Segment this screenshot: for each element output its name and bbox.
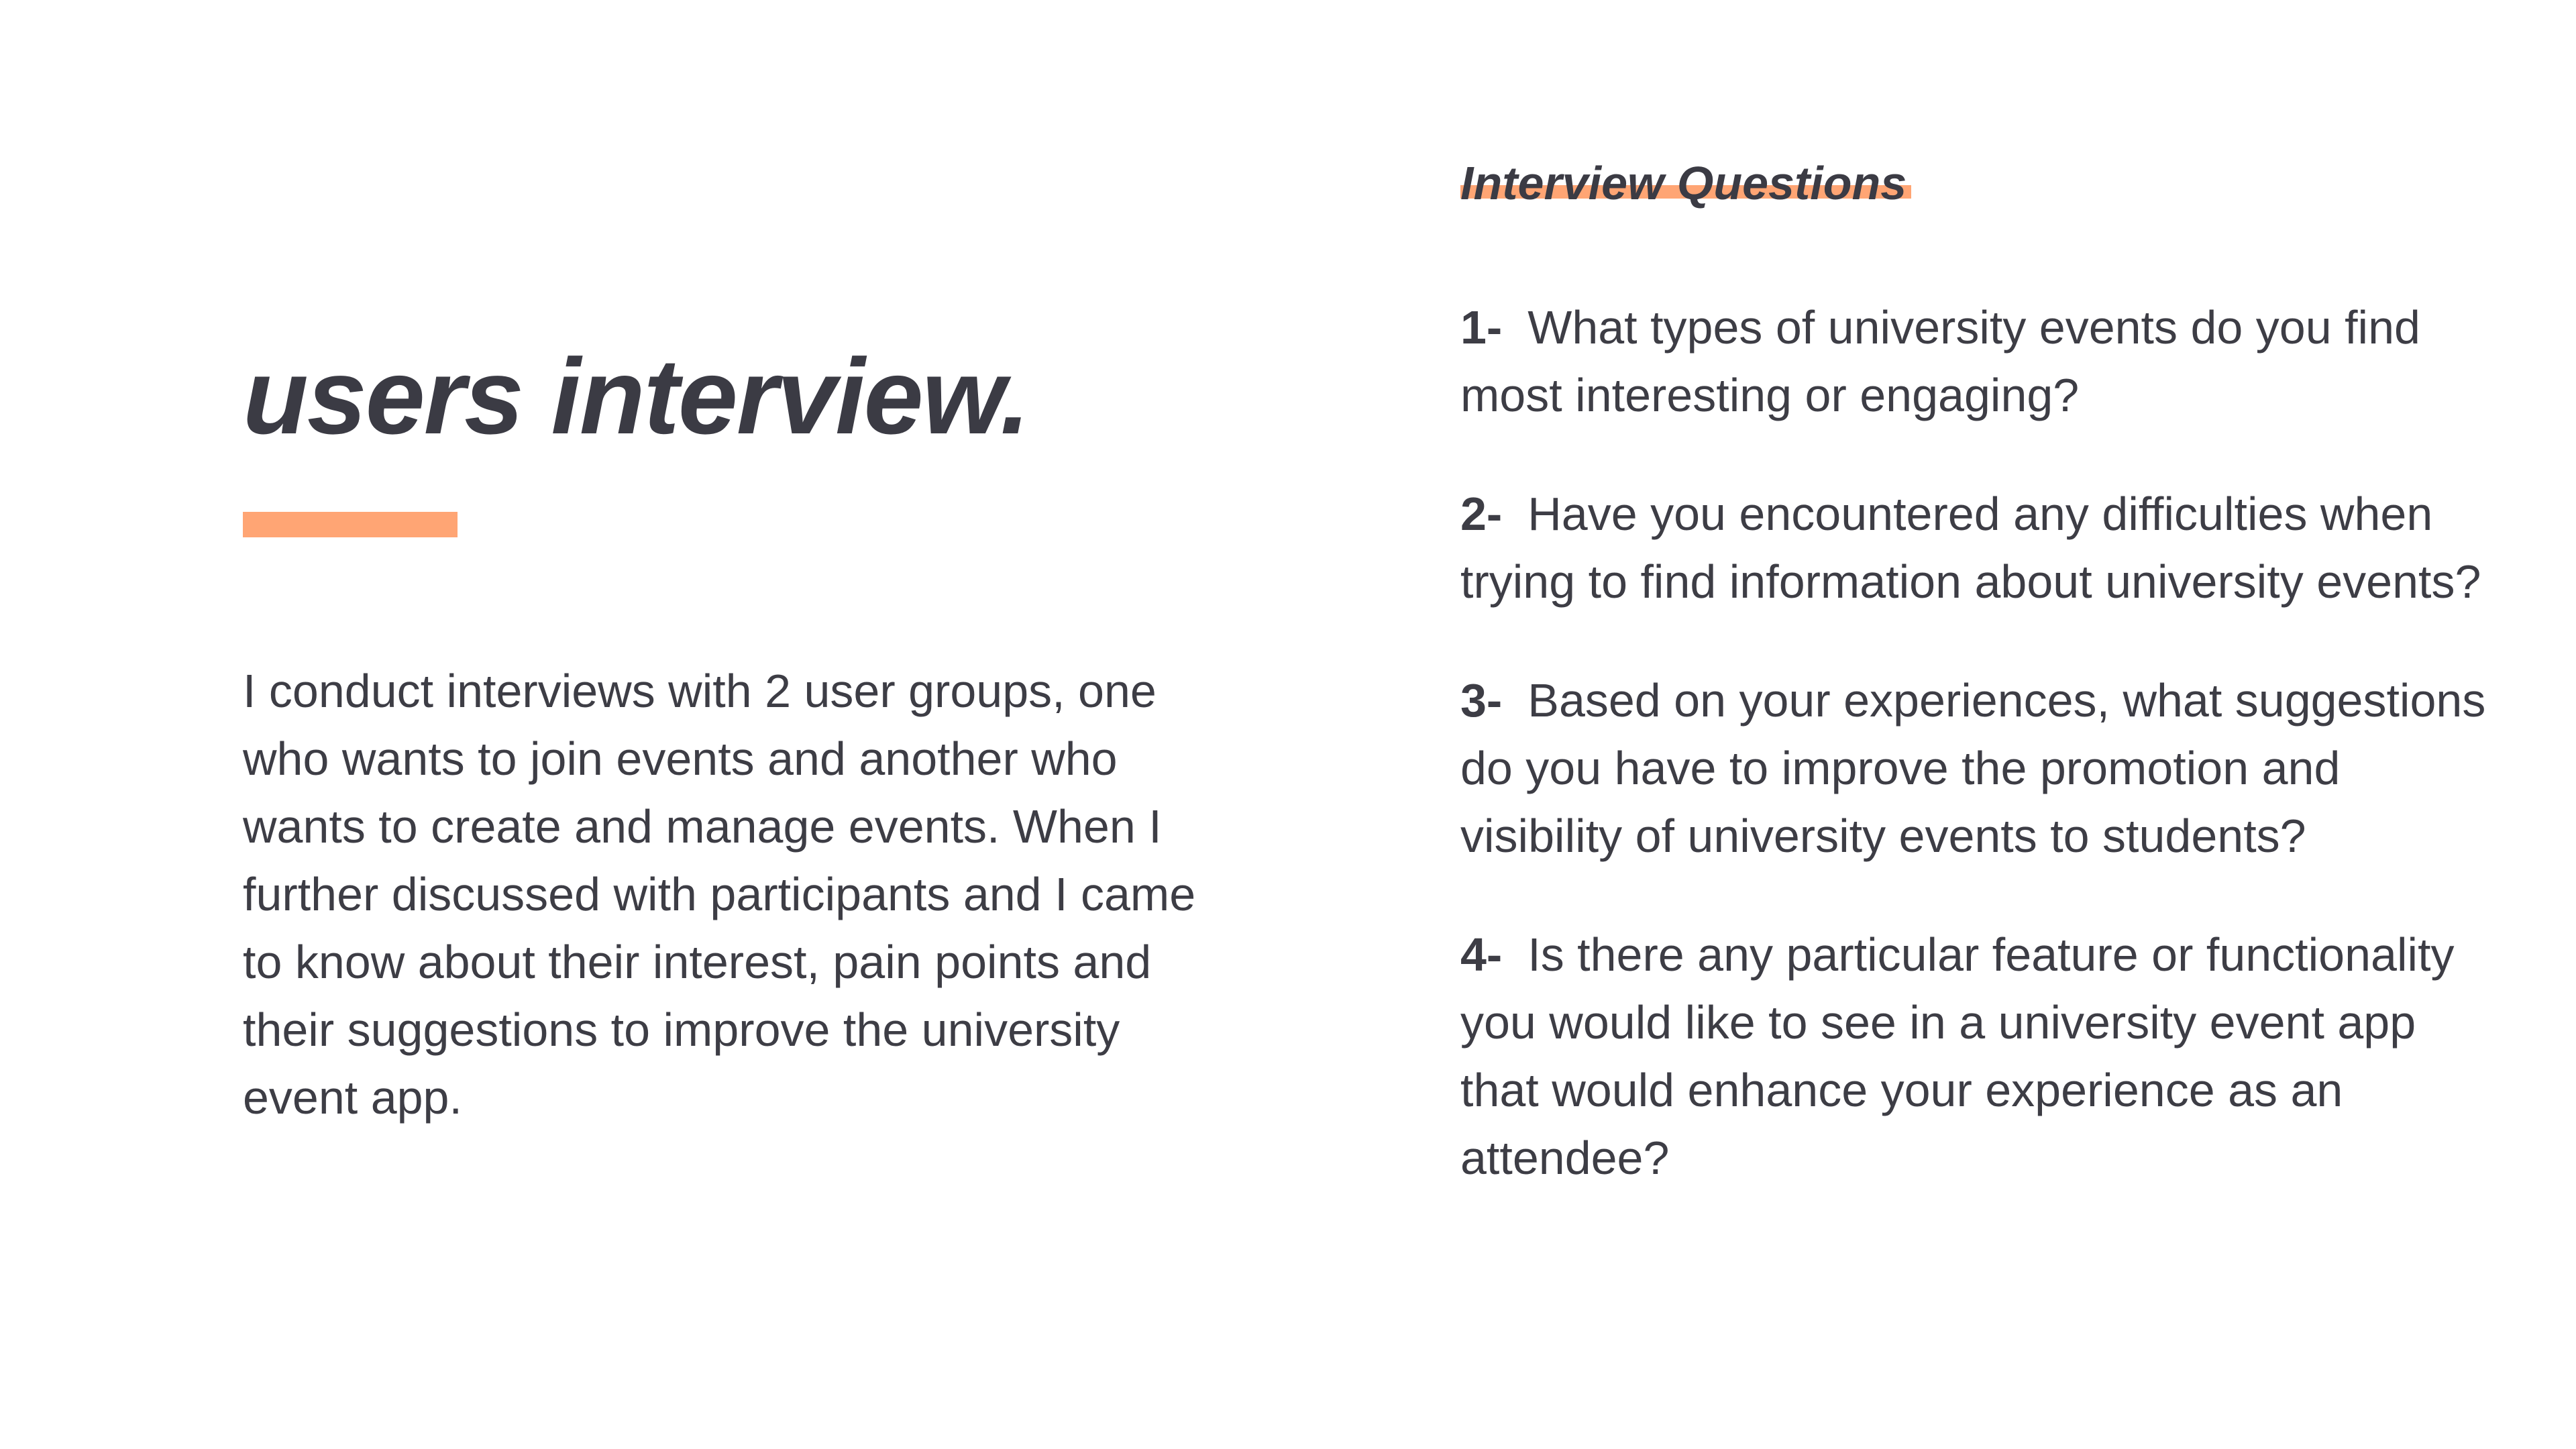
question-number: 4-	[1460, 928, 1503, 981]
question-item	[1460, 480, 2493, 616]
question-number: 2-	[1460, 488, 1503, 540]
questions-list	[1460, 294, 2493, 1243]
question-text: Based on your experiences, what suggestions do you have to improve the promotion and visibility of university events to students?	[1460, 674, 2486, 862]
page-title: users interview.	[243, 336, 1029, 456]
question-item	[1460, 921, 2493, 1192]
section-heading-label: Interview Questions	[1460, 157, 1907, 209]
title-accent-bar	[243, 512, 458, 537]
question-text: What types of university events do you find most interesting or engaging?	[1460, 301, 2420, 421]
question-item	[1460, 667, 2493, 870]
question-item	[1460, 294, 2493, 429]
question-number: 1-	[1460, 301, 1503, 354]
intro-paragraph: I conduct interviews with 2 user groups, one who wants to join events and another who wants to create and manage events. When I further discussed with participants and I came to know about their interest, pain points and their suggestions to improve the university event app.	[243, 665, 1196, 1124]
question-number: 3-	[1460, 674, 1503, 727]
section-heading	[1460, 153, 1907, 213]
question-text: Is there any particular feature or functionality you would like to see in a university event app that would enhance your experience as an attendee?	[1460, 928, 2455, 1184]
question-text: Have you encountered any difficulties when trying to find information about university events?	[1460, 488, 2481, 608]
